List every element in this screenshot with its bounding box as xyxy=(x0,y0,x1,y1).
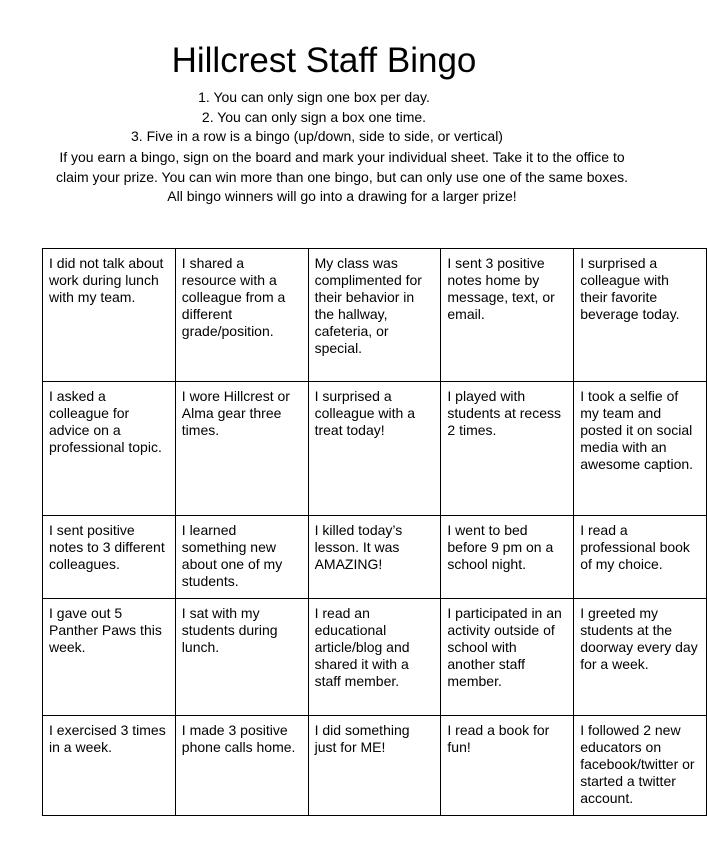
bingo-square[interactable]: I followed 2 new educators on facebook/twitter or started a twitter account. xyxy=(574,716,707,816)
bingo-square[interactable]: I made 3 positive phone calls home. xyxy=(175,716,308,816)
rules-list xyxy=(0,88,658,147)
bingo-square[interactable]: I took a selfie of my team and posted it on social media with an awesome caption. xyxy=(574,382,707,516)
bingo-square[interactable]: My class was complimented for their behavior in the hallway, cafeteria, or special. xyxy=(308,249,441,382)
instructions-line: All bingo winners will go into a drawing for a larger prize! xyxy=(167,188,517,205)
bingo-square[interactable]: I played with students at recess 2 times. xyxy=(441,382,574,516)
bingo-square[interactable]: I greeted my students at the doorway every day for a week. xyxy=(574,599,707,716)
bingo-square[interactable]: I read a professional book of my choice. xyxy=(574,516,707,599)
bingo-square[interactable]: I participated in an activity outside of school with another staff member. xyxy=(441,599,574,716)
rule-item: 3. Five in a row is a bingo (up/down, side to side, or vertical) xyxy=(131,128,503,144)
bingo-square[interactable]: I asked a colleague for advice on a professional topic. xyxy=(43,382,176,516)
bingo-square[interactable]: I surprised a colleague with a treat today! xyxy=(308,382,441,516)
rule-item: 2. You can only sign a box one time. xyxy=(201,108,427,125)
bingo-square[interactable]: I sent 3 positive notes home by message, text, or email. xyxy=(441,249,574,382)
rule-item: 1. You can only sign one box per day. xyxy=(198,89,430,105)
bingo-square[interactable]: I surprised a colleague with their favorite beverage today. xyxy=(574,249,707,382)
bingo-row xyxy=(43,599,707,716)
bingo-square[interactable]: I sent positive notes to 3 different colleagues. xyxy=(43,516,176,599)
bingo-row xyxy=(43,382,707,516)
bingo-row xyxy=(43,716,707,816)
bingo-square[interactable]: I exercised 3 times in a week. xyxy=(43,716,176,816)
instructions-line: If you earn a bingo, sign on the board and mark your individual sheet. Take it to the office to xyxy=(59,149,625,165)
page-title: Hillcrest Staff Bingo xyxy=(171,41,477,80)
bingo-square[interactable]: I sat with my students during lunch. xyxy=(175,599,308,716)
bingo-board xyxy=(42,248,707,816)
bingo-square[interactable]: I did something just for ME! xyxy=(308,716,441,816)
bingo-square[interactable]: I read an educational article/blog and shared it with a staff member. xyxy=(308,599,441,716)
bingo-square[interactable]: I learned something new about one of my students. xyxy=(175,516,308,599)
bingo-row xyxy=(43,249,707,382)
instructions-paragraph xyxy=(44,148,640,207)
instructions-line: claim your prize. You can win more than one bingo, but can only use one of the same boxes. xyxy=(55,168,629,185)
bingo-square[interactable]: I wore Hillcrest or Alma gear three times. xyxy=(175,382,308,516)
bingo-row xyxy=(43,516,707,599)
bingo-square[interactable]: I did not talk about work during lunch with my team. xyxy=(43,249,176,382)
bingo-square[interactable]: I gave out 5 Panther Paws this week. xyxy=(43,599,176,716)
bingo-square[interactable]: I read a book for fun! xyxy=(441,716,574,816)
bingo-square[interactable]: I went to bed before 9 pm on a school night. xyxy=(441,516,574,599)
bingo-square[interactable]: I shared a resource with a colleague from a different grade/position. xyxy=(175,249,308,382)
bingo-square[interactable]: I killed today’s lesson. It was AMAZING! xyxy=(308,516,441,599)
